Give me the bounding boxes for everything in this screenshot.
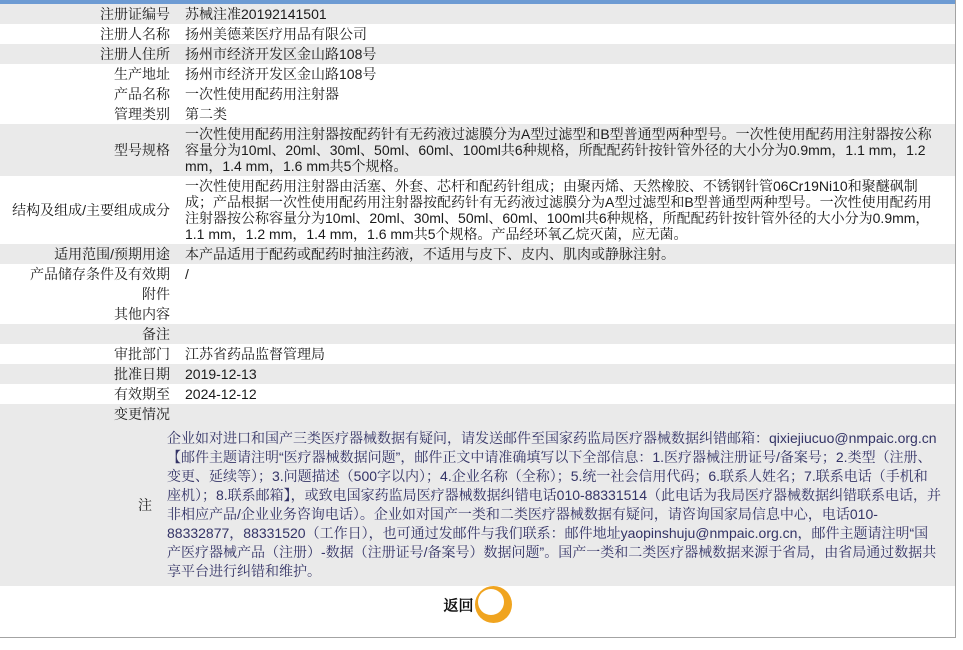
table-row bbox=[0, 364, 955, 384]
row-label: 其他内容 bbox=[114, 306, 170, 322]
table-row bbox=[0, 304, 955, 324]
row-label: 变更情况 bbox=[114, 406, 170, 422]
table-row bbox=[0, 244, 955, 264]
back-button[interactable] bbox=[444, 586, 512, 623]
table-row bbox=[0, 264, 955, 284]
table-row bbox=[0, 24, 955, 44]
table-row bbox=[0, 344, 955, 364]
row-label: 注册人名称 bbox=[100, 26, 170, 42]
row-label: 产品名称 bbox=[114, 86, 170, 102]
table-row bbox=[0, 176, 955, 244]
row-label: 结构及组成/主要组成成分 bbox=[12, 202, 170, 218]
row-value: / bbox=[185, 266, 189, 282]
row-label: 注册证编号 bbox=[100, 6, 170, 22]
row-value bbox=[178, 284, 955, 304]
back-button-crescent-icon bbox=[478, 589, 504, 615]
row-label: 备注 bbox=[142, 326, 170, 342]
row-label: 批准日期 bbox=[114, 366, 170, 382]
row-value bbox=[178, 404, 955, 424]
row-label: 有效期至 bbox=[114, 386, 170, 402]
row-value bbox=[178, 304, 955, 324]
table-row bbox=[0, 404, 955, 424]
row-value: 一次性使用配药用注射器按配药针有无药液过滤膜分为A型过滤型和B型普通型两种型号。一次性使用配药用注射器按公称容量分为10ml、20ml、30ml、50ml、60ml、100ml共6种规格，所配配药针按针管外径的大小分为0.9mm，1.1 mm，1.2 mm，1.4 mm，1.6 mm共5个规格。 bbox=[185, 126, 932, 174]
row-value: 扬州市经济开发区金山路108号 bbox=[185, 46, 377, 62]
row-label: 注册人住所 bbox=[100, 46, 170, 62]
table-row bbox=[0, 64, 955, 84]
row-value: 江苏省药品监督管理局 bbox=[185, 346, 325, 362]
row-value: 一次性使用配药用注射器由活塞、外套、芯杆和配药针组成；由聚丙烯、天然橡胶、不锈钢针管06Cr19Ni10和聚醚砜制成；产品根据一次性使用配药用注射器按配药针有无药液过滤膜分为A型过滤型和B型普通型两种型号。一次性使用配药用注射器按公称容量分为10ml、20ml、30ml、50ml、60ml、100ml共6种规格，所配配药针按针管外径的大小分为0.9mm，1.1 mm，1.2 mm，1.4 mm，1.6 mm共5个规格。产品经环氧乙烷灭菌，应无菌。 bbox=[185, 178, 932, 242]
row-value: 扬州美德莱医疗用品有限公司 bbox=[185, 26, 367, 42]
row-value: 苏械注准20192141501 bbox=[185, 6, 327, 22]
table-row bbox=[0, 384, 955, 404]
back-button-label: 返回 bbox=[443, 597, 474, 614]
row-label: 管理类别 bbox=[114, 106, 170, 122]
registration-info-table bbox=[0, 4, 955, 586]
row-label: 生产地址 bbox=[114, 66, 170, 82]
row-value: 第二类 bbox=[185, 106, 227, 122]
row-label: 注 bbox=[138, 497, 152, 513]
row-value: 本产品适用于配药或配药时抽注药液，不适用与皮下、皮内、肌肉或静脉注射。 bbox=[185, 246, 675, 262]
table-row bbox=[0, 124, 955, 176]
table-row bbox=[0, 284, 955, 304]
row-value: 2019-12-13 bbox=[185, 366, 257, 382]
table-row bbox=[0, 324, 955, 344]
row-value bbox=[178, 324, 955, 344]
button-row bbox=[0, 586, 955, 623]
table-row bbox=[0, 44, 955, 64]
table-row bbox=[0, 104, 955, 124]
table-row bbox=[0, 4, 955, 24]
row-value: 一次性使用配药用注射器 bbox=[185, 86, 339, 102]
row-value: 扬州市经济开发区金山路108号 bbox=[185, 66, 377, 82]
row-label: 适用范围/预期用途 bbox=[54, 246, 170, 262]
table-row bbox=[0, 424, 955, 586]
row-label: 型号规格 bbox=[114, 142, 170, 158]
row-label: 审批部门 bbox=[114, 346, 170, 362]
table-row bbox=[0, 84, 955, 104]
row-value: 2024-12-12 bbox=[185, 386, 257, 402]
row-label: 附件 bbox=[142, 286, 170, 302]
row-label: 产品储存条件及有效期 bbox=[30, 266, 170, 282]
row-value: 企业如对进口和国产三类医疗器械数据有疑问，请发送邮件至国家药监局医疗器械数据纠错邮箱：qixiejiucuo@nmpaic.org.cn【邮件主题请注明“医疗器械数据问题”，邮件正文中请准确填写以下全部信息：1.医疗器械注册证号/备案号；2.类型（注册、变更、延续等）；3.问题描述（500字以内）；4.企业名称（全称）；5.统一社会信用代码；6.联系人姓名；7.联系电话（手机和座机）；8.联系邮箱】，或致电国家药监局医疗器械数据纠错电话010-88331514（此电话为我局医疗器械数据纠错联系电话，并非相应产品/企业业务咨询电话）。企业如对国产一类和二类医疗器械数据有疑问，请咨询国家局信息中心，电话010-88332877，88331520（工作日），也可通过发邮件与我们联系：邮件地址yaopinshuju@nmpaic.org.cn，邮件主题请注明“国产医疗器械产品（注册）-数据（注册证号/备案号）数据问题”。国产一类和二类医疗器械数据来源于省局，由省局通过数据共享平台进行纠错和维护。 bbox=[167, 430, 941, 579]
